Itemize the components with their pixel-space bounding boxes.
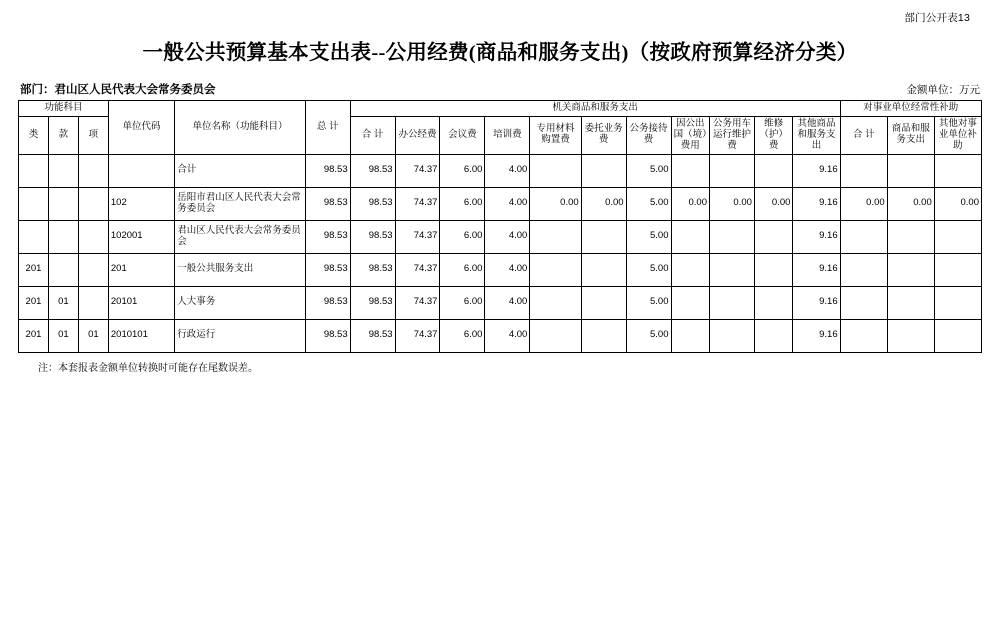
department-line: 部门：君山区人民代表大会常务委员会 [20,84,216,96]
header-group-subsidy: 对事业单位经常性补助 [840,101,981,117]
table-row [19,220,982,253]
cell-repair-fee [754,253,793,286]
cell-reception-fee: 5.00 [626,253,671,286]
cell-subsidy-goods [887,253,934,286]
cell-entrust-fee [581,220,626,253]
cell-subsidy-other [934,154,981,187]
header-total: 总 计 [305,101,350,155]
cell-unit-code: 201 [108,253,174,286]
header-row-1 [19,101,982,117]
cell-repair-fee [754,286,793,319]
cell-subsidy-total [840,253,887,286]
cell-subsidy-goods [887,286,934,319]
cell-entrust-fee [581,286,626,319]
cell-subsidy-total [840,220,887,253]
cell-unit-code: 20101 [108,286,174,319]
cell-unit-name: 岳阳市君山区人民代表大会常务委员会 [175,187,306,220]
header-other-goods-fee: 其他商品和服务支出 [793,116,840,154]
cell-repair-fee [754,319,793,352]
cell-reception-fee: 5.00 [626,187,671,220]
cell-xiang [78,286,108,319]
form-code: 部门公开表13 [904,12,970,24]
table-row [19,154,982,187]
cell-other-goods-fee: 9.16 [793,319,840,352]
cell-vehicle-fee: 0.00 [710,187,755,220]
cell-training-fee: 4.00 [485,187,530,220]
budget-table [18,100,982,353]
header-repair-fee: 维修（护）费 [754,116,793,154]
table-row [19,187,982,220]
cell-other-goods-fee: 9.16 [793,286,840,319]
cell-office-fee: 74.37 [395,220,440,253]
cell-abroad-fee: 0.00 [671,187,710,220]
cell-abroad-fee [671,220,710,253]
cell-unit-code [108,154,174,187]
cell-kuan [48,220,78,253]
cell-abroad-fee [671,286,710,319]
cell-office-fee: 74.37 [395,286,440,319]
cell-unit-name: 行政运行 [175,319,306,352]
cell-xiang [78,187,108,220]
table-row [19,286,982,319]
cell-lei: 201 [19,286,49,319]
cell-material-fee [530,253,581,286]
table-row [19,253,982,286]
cell-vehicle-fee [710,286,755,319]
cell-total: 98.53 [305,319,350,352]
cell-material-fee: 0.00 [530,187,581,220]
cell-unit-code: 102 [108,187,174,220]
cell-meeting-fee: 6.00 [440,220,485,253]
header-xiang: 项 [78,116,108,154]
cell-training-fee: 4.00 [485,286,530,319]
cell-lei [19,154,49,187]
cell-subsidy-total [840,286,887,319]
cell-xiang [78,154,108,187]
table-body [19,154,982,352]
cell-training-fee: 4.00 [485,220,530,253]
header-goods-total: 合 计 [350,116,395,154]
cell-vehicle-fee [710,154,755,187]
cell-office-fee: 74.37 [395,154,440,187]
cell-subsidy-other [934,286,981,319]
cell-entrust-fee [581,319,626,352]
cell-total: 98.53 [305,154,350,187]
cell-reception-fee: 5.00 [626,154,671,187]
header-group-goods: 机关商品和服务支出 [350,101,840,117]
cell-goods-total: 98.53 [350,220,395,253]
cell-material-fee [530,154,581,187]
cell-vehicle-fee [710,220,755,253]
cell-subsidy-total [840,154,887,187]
cell-office-fee: 74.37 [395,253,440,286]
cell-entrust-fee [581,253,626,286]
header-subsidy-total: 合 计 [840,116,887,154]
cell-repair-fee [754,154,793,187]
cell-other-goods-fee: 9.16 [793,154,840,187]
cell-xiang: 01 [78,319,108,352]
cell-total: 98.53 [305,253,350,286]
cell-kuan [48,253,78,286]
cell-unit-name: 一般公共服务支出 [175,253,306,286]
header-lei: 类 [19,116,49,154]
cell-abroad-fee [671,319,710,352]
cell-training-fee: 4.00 [485,253,530,286]
cell-material-fee [530,220,581,253]
header-training-fee: 培训费 [485,116,530,154]
cell-training-fee: 4.00 [485,319,530,352]
footnote: 注：本套报表金额单位转换时可能存在尾数误差。 [38,362,258,374]
cell-unit-name: 合计 [175,154,306,187]
cell-total: 98.53 [305,286,350,319]
cell-meeting-fee: 6.00 [440,286,485,319]
header-meeting-fee: 会议费 [440,116,485,154]
table-row [19,319,982,352]
subheader [18,81,982,100]
cell-kuan: 01 [48,319,78,352]
header-entrust-fee: 委托业务费 [581,116,626,154]
header-kuan: 款 [48,116,78,154]
cell-subsidy-other [934,319,981,352]
cell-subsidy-other: 0.00 [934,187,981,220]
cell-meeting-fee: 6.00 [440,319,485,352]
cell-entrust-fee: 0.00 [581,187,626,220]
cell-kuan [48,154,78,187]
cell-subsidy-goods [887,154,934,187]
cell-goods-total: 98.53 [350,286,395,319]
cell-office-fee: 74.37 [395,319,440,352]
cell-material-fee [530,319,581,352]
cell-kuan [48,187,78,220]
cell-goods-total: 98.53 [350,187,395,220]
amount-unit-line: 金额单位：万元 [906,84,980,96]
cell-unit-code: 102001 [108,220,174,253]
cell-meeting-fee: 6.00 [440,253,485,286]
cell-subsidy-goods: 0.00 [887,187,934,220]
cell-abroad-fee [671,253,710,286]
cell-unit-name: 君山区人民代表大会常务委员会 [175,220,306,253]
cell-lei [19,187,49,220]
cell-xiang [78,220,108,253]
cell-material-fee [530,286,581,319]
header-reception-fee: 公务接待费 [626,116,671,154]
cell-subsidy-total: 0.00 [840,187,887,220]
header-subsidy-other: 其他对事业单位补助 [934,116,981,154]
cell-reception-fee: 5.00 [626,220,671,253]
cell-other-goods-fee: 9.16 [793,220,840,253]
cell-abroad-fee [671,154,710,187]
header-unit-code: 单位代码 [108,101,174,155]
cell-meeting-fee: 6.00 [440,187,485,220]
header-material-fee: 专用材料购置费 [530,116,581,154]
page-title: 一般公共预算基本支出表--公用经费(商品和服务支出)（按政府预算经济分类） [142,42,858,64]
cell-vehicle-fee [710,319,755,352]
cell-meeting-fee: 6.00 [440,154,485,187]
cell-lei: 201 [19,253,49,286]
cell-goods-total: 98.53 [350,319,395,352]
cell-lei: 201 [19,319,49,352]
cell-subsidy-total [840,319,887,352]
header-subsidy-goods: 商品和服务支出 [887,116,934,154]
cell-unit-name: 人大事务 [175,286,306,319]
cell-goods-total: 98.53 [350,253,395,286]
header-vehicle-fee: 公务用车运行维护费 [710,116,755,154]
header-office-fee: 办公经费 [395,116,440,154]
cell-total: 98.53 [305,220,350,253]
cell-vehicle-fee [710,253,755,286]
cell-total: 98.53 [305,187,350,220]
cell-reception-fee: 5.00 [626,319,671,352]
cell-other-goods-fee: 9.16 [793,187,840,220]
table-header [19,101,982,155]
cell-entrust-fee [581,154,626,187]
header-unit-name: 单位名称（功能科目） [175,101,306,155]
cell-unit-code: 2010101 [108,319,174,352]
cell-lei [19,220,49,253]
header-func-subject: 功能科目 [19,101,109,117]
cell-kuan: 01 [48,286,78,319]
cell-goods-total: 98.53 [350,154,395,187]
cell-subsidy-other [934,253,981,286]
cell-repair-fee [754,220,793,253]
cell-training-fee: 4.00 [485,154,530,187]
cell-reception-fee: 5.00 [626,286,671,319]
cell-subsidy-other [934,220,981,253]
cell-office-fee: 74.37 [395,187,440,220]
cell-subsidy-goods [887,220,934,253]
cell-repair-fee: 0.00 [754,187,793,220]
cell-xiang [78,253,108,286]
header-abroad-fee: 因公出国（境）费用 [671,116,710,154]
cell-subsidy-goods [887,319,934,352]
cell-other-goods-fee: 9.16 [793,253,840,286]
